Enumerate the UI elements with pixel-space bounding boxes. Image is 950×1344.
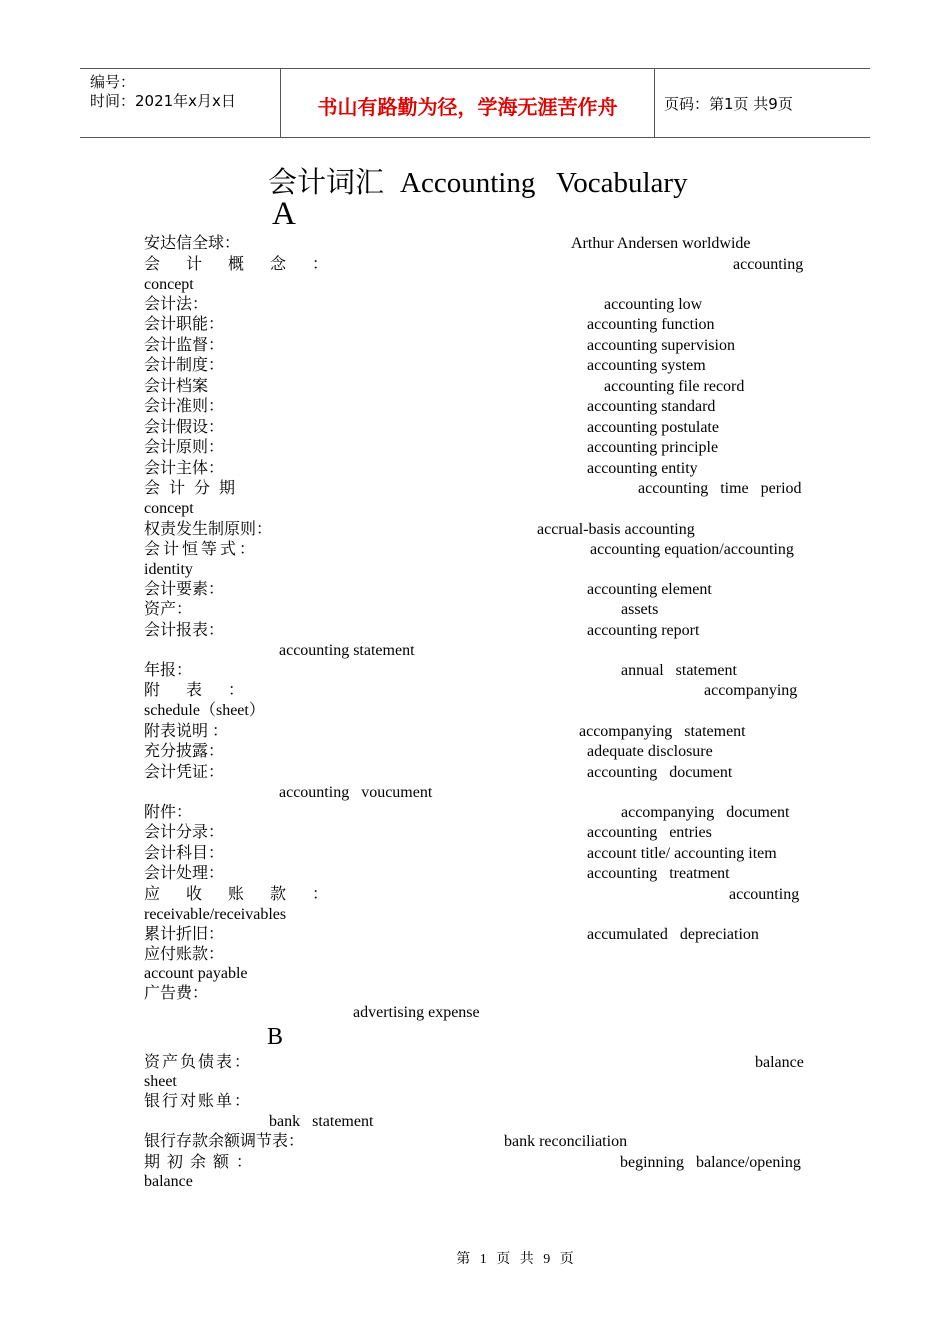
list-item: [0, 520, 950, 540]
document-number-label: 编号：: [90, 73, 136, 91]
term-english: accounting system: [587, 357, 706, 374]
term-chinese: 会计法：: [144, 296, 209, 313]
list-item: [0, 315, 950, 335]
term-english: accounting principle: [587, 439, 719, 456]
term-chinese: 年报：: [144, 662, 193, 679]
term-english-alternate: accounting voucument: [279, 784, 433, 801]
term-chinese: 累计折旧：: [144, 926, 225, 943]
term-english: accounting postulate: [587, 419, 719, 436]
list-item: [0, 336, 950, 356]
term-english: accounting entries: [587, 824, 712, 841]
term-chinese: 广告费：: [144, 985, 209, 1002]
header-left-cell: [80, 69, 280, 137]
term-chinese: 会计制度：: [144, 357, 225, 374]
term-english: beginning balance/opening: [620, 1154, 801, 1171]
list-item: [0, 1092, 950, 1132]
list-item: [0, 763, 950, 803]
term-english-alternate: bank statement: [269, 1113, 374, 1130]
list-item: [0, 397, 950, 417]
term-english: accounting: [729, 886, 800, 903]
list-item: [0, 722, 950, 742]
term-chinese: 附件：: [144, 804, 193, 821]
term-chinese: 会计档案: [144, 378, 209, 395]
list-item: [0, 1153, 950, 1193]
list-item: [0, 459, 950, 479]
page-header: [80, 68, 870, 138]
term-chinese: 附表说明 ：: [144, 723, 229, 740]
term-english: balance: [755, 1054, 804, 1071]
term-chinese: 会计分录：: [144, 824, 225, 841]
term-chinese: 会计监督：: [144, 337, 225, 354]
term-english: accounting low: [604, 296, 703, 313]
term-english: bank reconciliation: [504, 1133, 628, 1150]
list-item: [0, 844, 950, 864]
list-item: [0, 356, 950, 376]
list-item: [0, 1053, 950, 1093]
term-english-continued: schedule（sheet）: [144, 702, 265, 719]
section-letter-a: A: [272, 196, 296, 232]
list-item: [0, 600, 950, 620]
term-english: annual statement: [621, 662, 737, 679]
list-item: [0, 984, 950, 1024]
page-title: [268, 160, 688, 201]
document-date-label: 时间：2021年x月x日: [90, 92, 236, 110]
term-english-continued: identity: [144, 561, 193, 578]
list-item: [0, 1132, 950, 1152]
list-item: [0, 823, 950, 843]
header-motto: 书山有路勤为径，学海无涯苦作舟: [317, 95, 618, 119]
list-item: [0, 945, 950, 985]
term-chinese: 权责发生制原则：: [144, 521, 273, 538]
term-chinese: 充分披露：: [144, 743, 225, 760]
term-english-continued: account payable: [144, 965, 248, 982]
term-english-continued: concept: [144, 500, 194, 517]
title-chinese: 会计词汇: [268, 167, 385, 199]
term-english: accounting file record: [604, 378, 745, 395]
term-english: accounting element: [587, 581, 712, 598]
term-english: accompanying: [704, 682, 798, 699]
term-english: accounting entity: [587, 460, 698, 477]
term-english: accounting function: [587, 316, 715, 333]
list-item: [0, 681, 950, 721]
term-english: assets: [621, 601, 659, 618]
term-chinese: 银行存款余额调节表：: [144, 1133, 305, 1150]
term-english: account title/ accounting item: [587, 845, 777, 862]
list-item: [0, 621, 950, 661]
term-chinese: 会计准则：: [144, 398, 225, 415]
list-item: [0, 295, 950, 315]
term-english: adequate disclosure: [587, 743, 713, 760]
term-english-alternate: advertising expense: [353, 1004, 480, 1021]
term-english: accounting: [733, 256, 804, 273]
term-chinese: 会计科目：: [144, 845, 225, 862]
term-chinese: 会计分期: [144, 480, 245, 497]
term-english: accounting standard: [587, 398, 716, 415]
term-chinese: 资产负债表：: [144, 1054, 253, 1071]
term-english: accounting equation/accounting: [590, 541, 794, 558]
term-chinese: 会计凭证：: [144, 764, 225, 781]
term-chinese: 资产：: [144, 601, 193, 618]
section-letter-b: B: [267, 1024, 284, 1050]
term-english: accompanying document: [621, 804, 790, 821]
term-chinese: 会计恒等式：: [144, 541, 259, 558]
term-chinese: 会计概念：: [144, 256, 355, 273]
list-item: [0, 864, 950, 884]
term-chinese: 安达信全球：: [144, 235, 241, 252]
term-english: accounting treatment: [587, 865, 730, 882]
list-item: [0, 479, 950, 519]
list-item: [0, 925, 950, 945]
term-english-continued: balance: [144, 1173, 193, 1190]
term-chinese: 应收账款：: [144, 886, 355, 903]
list-item: [0, 438, 950, 458]
term-english: accounting supervision: [587, 337, 735, 354]
list-item: [0, 885, 950, 925]
term-english-continued: receivable/receivables: [144, 906, 287, 923]
term-chinese: 期初余额：: [144, 1154, 260, 1171]
term-english-continued: concept: [144, 276, 194, 293]
list-item: [0, 803, 950, 823]
list-item: [0, 742, 950, 762]
term-english-continued: sheet: [144, 1073, 177, 1090]
list-item: [0, 234, 950, 254]
list-item: [0, 540, 950, 580]
list-item: [0, 255, 950, 295]
term-chinese: 会计要素：: [144, 581, 225, 598]
list-item: [0, 377, 950, 397]
term-chinese: 会计主体：: [144, 460, 225, 477]
term-english-alternate: accounting statement: [279, 642, 415, 659]
term-chinese: 会计职能：: [144, 316, 225, 333]
term-chinese: 附表：: [144, 682, 271, 699]
term-chinese: 会计原则：: [144, 439, 225, 456]
term-english: accounting time period: [638, 480, 802, 497]
term-english: accumulated depreciation: [587, 926, 759, 943]
list-item: [0, 661, 950, 681]
title-english: Accounting Vocabulary: [400, 167, 688, 199]
term-chinese: 会计处理：: [144, 865, 225, 882]
term-chinese: 应付账款：: [144, 946, 225, 963]
header-middle-cell: [280, 69, 655, 137]
list-item: [0, 580, 950, 600]
term-english: accompanying statement: [579, 723, 746, 740]
header-page-info: 页码：第1页 共9页: [664, 95, 793, 113]
list-item: [0, 418, 950, 438]
term-english: accounting document: [587, 764, 733, 781]
term-chinese: 银行对账单：: [144, 1093, 253, 1110]
page-footer: 第 1 页 共 9 页: [456, 1252, 574, 1267]
term-english: accrual-basis accounting: [537, 521, 695, 538]
term-english: accounting report: [587, 622, 700, 639]
term-chinese: 会计报表：: [144, 622, 225, 639]
header-right-cell: [654, 69, 870, 137]
term-chinese: 会计假设：: [144, 419, 225, 436]
term-english: Arthur Andersen worldwide: [571, 235, 751, 252]
